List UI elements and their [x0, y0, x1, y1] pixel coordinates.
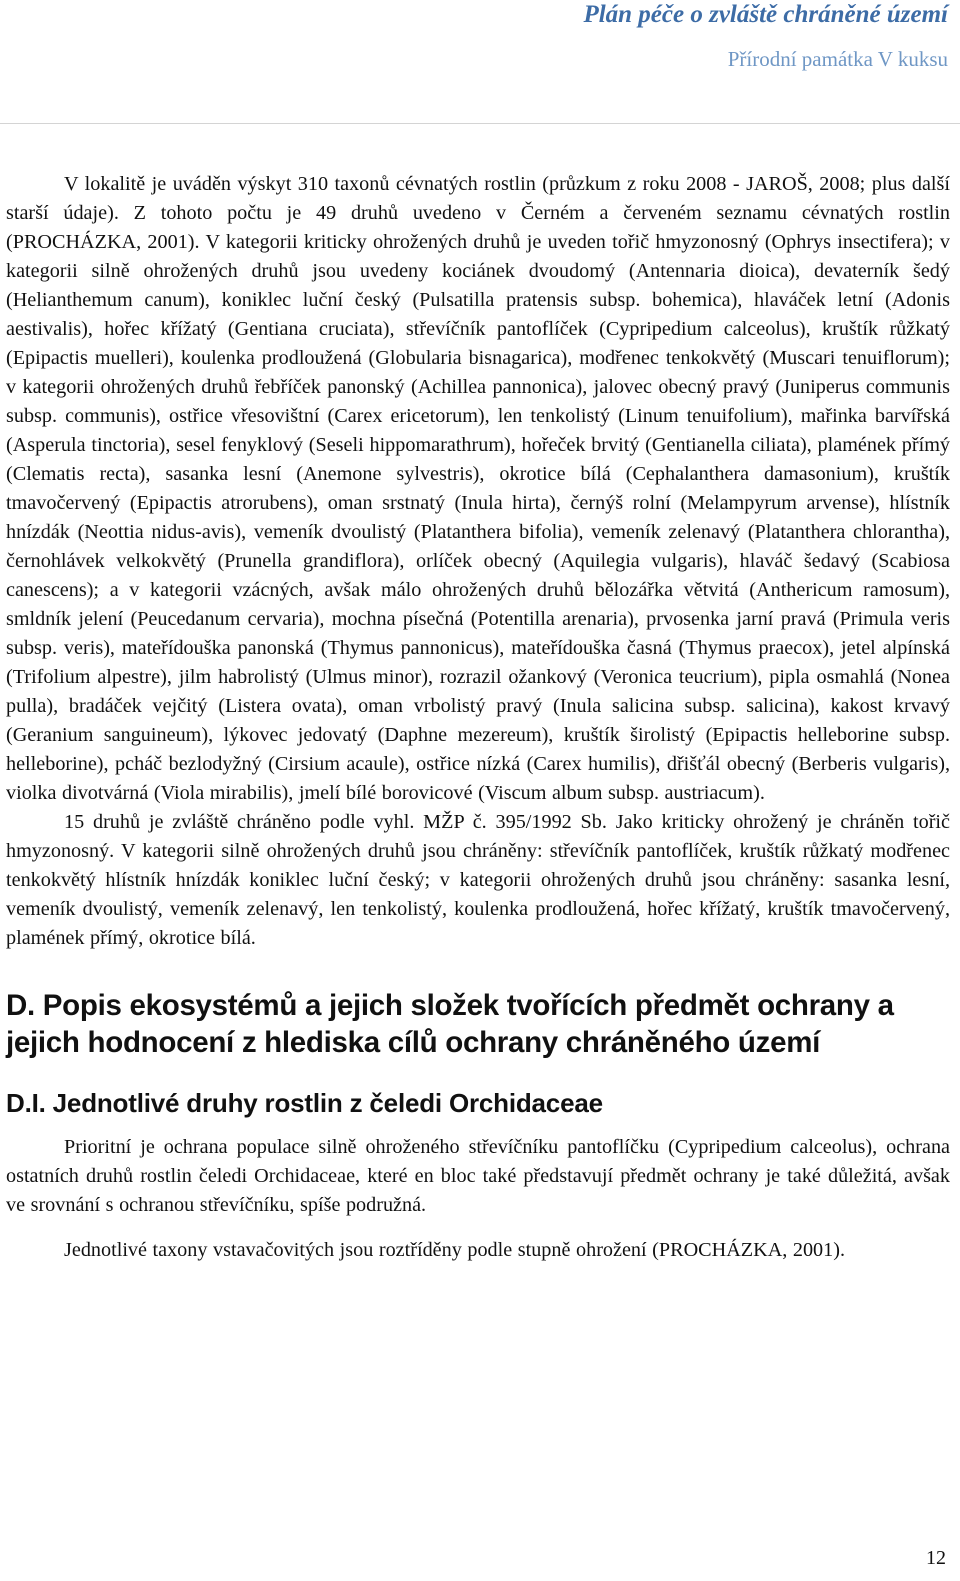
document-subtitle: Přírodní památka V kuksu — [727, 47, 948, 71]
paragraph-protected-species: 15 druhů je zvláště chráněno podle vyhl. MŽP č. 395/1992 Sb. Jako kriticky ohrožený je chráněn tořič hmyzonosný. V kategorii silně ohrožených druhů jsou chráněny: střevíčník pantoflíček, kruštík růžkatý modřenec tenkokvětý hlístník hnízdák koniklec luční český; v kategorii ohrožených druhů jsou chráněny: sasanka lesní, vemeník dvoulistý, vemeník zelenavý, len tenkolistý, koulenka prodloužená, hořec křížatý, kruštík tmavočervený, plamének přímý, okrotice bílá. — [6, 811, 950, 949]
page-content — [6, 170, 950, 1265]
subsection-heading: D.I. Jednotlivé druhy rostlin z čeledi Orchidaceae — [6, 1088, 603, 1118]
page-header — [0, 0, 960, 124]
paragraph-orchid-taxa: Jednotlivé taxony vstavačovitých jsou roztříděny podle stupně ohrožení (PROCHÁZKA, 2001). — [64, 1239, 846, 1261]
paragraph-taxa-overview: V lokalitě je uváděn výskyt 310 taxonů cévnatých rostlin (průzkum z roku 2008 - JAROŠ, 2008; plus další starší údaje). Z tohoto počtu je 49 druhů uvedeno v Černém a červeném seznamu cévnatých rostlin (PROCHÁZKA, 2001). V kategorii kriticky ohrožených druhů je uveden tořič hmyzonosný (Ophrys insectifera); v kategorii silně ohrožených druhů jsou uvedeny kociánek dvoudomý (Antennaria dioica), devaterník šedý (Helianthemum canum), koniklec luční český (Pulsatilla pratensis subsp. bohemica), hlaváček letní (Adonis aestivalis), hořec křížatý (Gentiana cruciata), střevíčník pantoflíček (Cypripedium calceolus), kruštík růžkatý (Epipactis muelleri), koulenka prodloužená (Globularia bisnagarica), modřenec tenkokvětý (Muscari tenuiflorum); v kategorii ohrožených druhů řebříček panonský (Achillea pannonica), jalovec obecný pravý (Juniperus communis subsp. communis), ostřice vřesovištní (Carex ericetorum), len tenkolistý (Linum tenuifolium), mařinka barvířská (Asperula tinctoria), sesel fenyklový (Seseli hippomarathrum), hořeček brvitý (Gentianella ciliata), plamének přímý (Clematis recta), sasanka lesní (Anemone sylvestris), okrotice bílá (Cephalanthera damasonium), kruštík tmavočervený (Epipactis atrorubens), oman srstnatý (Inula hirta), černýš rolní (Melampyrum arvense), hlístník hnízdák (Neottia nidus-avis), vemeník dvoulistý (Platanthera bifolia), vemeník zelenavý (Platanthera chlorantha), černohlávek velkokvětý (Prunella grandiflora), orlíček obecný (Aquilegia vulgaris), hlaváč šedavý (Scabiosa canescens); a v kategorii vzácných, avšak málo ohrožených druhů bělozářka větvitá (Anthericum ramosum), smldník jelení (Peucedanum cervaria), mochna písečná (Potentilla arenaria), prvosenka jarní pravá (Primula veris subsp. veris), mateřídouška panonská (Thymus pannonicus), mateřídouška časná (Thymus praecox), jetel alpínská (Trifolium alpestre), jilm habrolistý (Ulmus minor), rozrazil ožankový (Veronica teucrium), pipla osmahlá (Nonea pulla), bradáček vejčitý (Listera ovata), oman vrbolistý pravý (Inula salicina subsp. salicina), kakost krvavý (Geranium sanguineum), lýkovec jedovatý (Daphne mezereum), kruštík širolistý (Epipactis helleborine subsp. helleborine), pcháč bezlodyžný (Cirsium acaule), ostřice nízká (Carex humilis), dřišťál obecný (Berberis vulgaris), violka divotvárná (Viola mirabilis), jmelí bílé borovicové (Viscum album subsp. austriacum). — [6, 173, 950, 804]
header-divider — [0, 123, 960, 124]
page-number: 12 — [926, 1547, 946, 1569]
paragraph-orchid-priority: Prioritní je ochrana populace silně ohroženého střevíčníku pantoflíčku (Cypripedium calceolus), ochrana ostatních druhů rostlin čeledi Orchidaceae, které en bloc také představují předmět ochrany je také důležitá, avšak ve srovnání s ochranou střevíčníku, spíše podružná. — [6, 1136, 950, 1216]
section-heading: D. Popis ekosystémů a jejich složek tvořících předmět ochrany a jejich hodnocení z hlediska cílů ochrany chráněného území — [6, 989, 894, 1059]
document-title: Plán péče o zvláště chráněné území — [583, 1, 948, 28]
